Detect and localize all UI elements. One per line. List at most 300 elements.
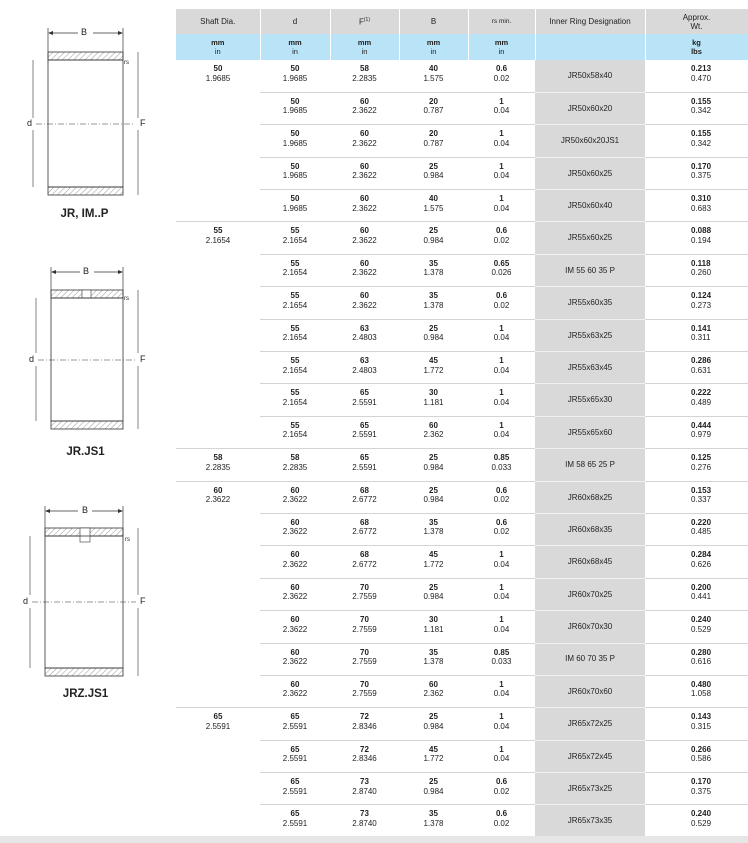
cell-b-imperial: 0.984 bbox=[423, 333, 444, 343]
cell-f bbox=[330, 546, 399, 578]
col-header-weight-line1: Approx. bbox=[682, 12, 711, 22]
cell-weight-imperial: 0.631 bbox=[691, 365, 712, 375]
cell-shaft-dia bbox=[176, 60, 260, 92]
cell-b-imperial: 1.772 bbox=[423, 365, 444, 375]
bearing-ring-drawing-jr-js1 bbox=[0, 262, 175, 442]
cell-weight-metric: 0.124 bbox=[691, 291, 712, 301]
cell-f-imperial: 2.3622 bbox=[352, 268, 377, 278]
cell-rs-metric: 0.6 bbox=[495, 777, 508, 787]
cell-rs-metric: 0.85 bbox=[493, 647, 510, 657]
table-row bbox=[176, 287, 748, 319]
cell-d bbox=[260, 92, 330, 124]
cell-f-metric: 68 bbox=[360, 517, 369, 527]
cell-weight bbox=[645, 578, 748, 610]
cell-designation: JR65x72x45 bbox=[535, 740, 645, 772]
cell-shaft-dia bbox=[176, 190, 260, 222]
cell-d-metric: 60 bbox=[290, 647, 300, 657]
cell-rs-imperial: 0.04 bbox=[493, 689, 510, 699]
unit-mm: mm bbox=[357, 38, 372, 47]
cell-f-metric: 63 bbox=[360, 323, 369, 333]
cell-d bbox=[260, 513, 330, 545]
table-row bbox=[176, 190, 748, 222]
cell-f-imperial: 2.4803 bbox=[352, 365, 377, 375]
f-dim-label: F bbox=[140, 118, 146, 128]
cell-shaft-dia bbox=[176, 254, 260, 286]
cell-b-imperial: 0.984 bbox=[423, 235, 444, 245]
cell-rs bbox=[468, 319, 535, 351]
cell-rs-metric: 1 bbox=[499, 129, 504, 139]
cell-d-imperial: 2.1654 bbox=[282, 300, 308, 310]
cell-shaft-dia bbox=[176, 157, 260, 189]
cell-b-imperial: 1.575 bbox=[423, 73, 444, 83]
cell-designation: JR65x72x25 bbox=[535, 708, 645, 740]
table-row bbox=[176, 773, 748, 805]
cell-b-imperial: 0.984 bbox=[423, 462, 444, 472]
cell-rs-metric: 1 bbox=[499, 388, 504, 398]
cell-weight-metric: 0.310 bbox=[691, 194, 712, 204]
cell-d-imperial: 2.1654 bbox=[282, 235, 308, 245]
cell-d bbox=[260, 643, 330, 675]
cell-weight bbox=[645, 546, 748, 578]
cell-f bbox=[330, 805, 399, 837]
cell-shaft-dia bbox=[176, 92, 260, 124]
cell-b bbox=[399, 449, 468, 481]
cell-weight-metric: 0.200 bbox=[691, 582, 712, 592]
unit-b bbox=[399, 34, 468, 60]
cell-rs-metric: 0.6 bbox=[495, 291, 508, 301]
cell-d-metric: 55 bbox=[290, 356, 300, 366]
cell-b-metric: 25 bbox=[429, 453, 438, 463]
cell-rs bbox=[468, 222, 535, 254]
cell-f-metric: 60 bbox=[360, 258, 369, 268]
cell-b-imperial: 0.984 bbox=[423, 721, 444, 731]
cell-d-metric: 50 bbox=[290, 64, 300, 73]
cell-b-metric: 25 bbox=[429, 161, 438, 171]
cell-f bbox=[330, 92, 399, 124]
table-row bbox=[176, 125, 748, 157]
cell-d-imperial: 2.5591 bbox=[282, 754, 308, 764]
cell-rs-metric: 1 bbox=[499, 679, 504, 689]
cell-b-metric: 35 bbox=[429, 517, 438, 527]
cell-shaft-dia-metric: 50 bbox=[213, 64, 223, 73]
cell-weight bbox=[645, 157, 748, 189]
cell-b-metric: 45 bbox=[429, 356, 438, 366]
b-dim-label: B bbox=[82, 505, 89, 515]
cell-f bbox=[330, 60, 399, 92]
cell-weight bbox=[645, 449, 748, 481]
cell-f-metric: 65 bbox=[360, 453, 369, 463]
cell-rs bbox=[468, 190, 535, 222]
cell-d-metric: 65 bbox=[290, 744, 300, 754]
cell-shaft-dia bbox=[176, 449, 260, 481]
cell-f-imperial: 2.7559 bbox=[352, 657, 377, 667]
cell-b bbox=[399, 254, 468, 286]
cell-weight bbox=[645, 481, 748, 513]
cell-weight-imperial: 0.375 bbox=[691, 786, 712, 796]
cell-weight-imperial: 0.683 bbox=[691, 203, 712, 213]
cell-rs bbox=[468, 708, 535, 740]
table-row bbox=[176, 352, 748, 384]
unit-in: in bbox=[292, 47, 298, 56]
cell-b-imperial: 0.984 bbox=[423, 171, 444, 181]
cell-weight-metric: 0.118 bbox=[691, 258, 711, 268]
cell-f bbox=[330, 611, 399, 643]
bearing-ring-drawing-jrz-js1 bbox=[0, 504, 175, 684]
cell-f-imperial: 2.2835 bbox=[352, 73, 377, 83]
cell-b-metric: 25 bbox=[429, 712, 438, 722]
cell-b-imperial: 1.772 bbox=[423, 559, 444, 569]
cell-b-metric: 45 bbox=[429, 550, 438, 560]
cell-rs bbox=[468, 578, 535, 610]
cell-rs-metric: 0.6 bbox=[495, 485, 508, 495]
col-header-b: B bbox=[399, 9, 468, 34]
cell-weight-metric: 0.480 bbox=[691, 679, 712, 689]
cell-weight-metric: 0.266 bbox=[691, 744, 712, 754]
cell-f bbox=[330, 449, 399, 481]
cell-f-metric: 73 bbox=[360, 809, 369, 819]
cell-rs-imperial: 0.04 bbox=[493, 333, 510, 343]
cell-d bbox=[260, 157, 330, 189]
cell-b-imperial: 1.378 bbox=[423, 657, 444, 667]
cell-f-metric: 60 bbox=[360, 129, 369, 139]
col-header-f bbox=[330, 9, 399, 34]
cell-d bbox=[260, 773, 330, 805]
cell-d-metric: 50 bbox=[290, 161, 300, 171]
cell-rs bbox=[468, 92, 535, 124]
figure-label: JR, IM..P bbox=[60, 208, 109, 220]
cell-weight bbox=[645, 513, 748, 545]
d-dim-label: d bbox=[29, 354, 35, 364]
cell-d-imperial: 1.9685 bbox=[282, 203, 308, 213]
cell-f-metric: 68 bbox=[360, 550, 369, 560]
col-header-rs: rs min. bbox=[468, 9, 535, 34]
table-row bbox=[176, 449, 748, 481]
cell-f-metric: 65 bbox=[360, 388, 369, 398]
cell-b bbox=[399, 157, 468, 189]
cell-weight-imperial: 0.315 bbox=[691, 721, 712, 731]
cell-rs-metric: 1 bbox=[499, 582, 504, 592]
cell-weight bbox=[645, 416, 748, 448]
cell-weight-imperial: 0.979 bbox=[691, 430, 712, 440]
cell-d-imperial: 2.3622 bbox=[282, 559, 308, 569]
cell-weight-imperial: 0.616 bbox=[691, 657, 712, 667]
cell-designation: JR50x60x40 bbox=[535, 190, 645, 222]
cell-f-imperial: 2.3622 bbox=[352, 235, 377, 245]
unit-mm: mm bbox=[211, 38, 225, 47]
cell-rs-metric: 1 bbox=[499, 744, 504, 754]
cell-f bbox=[330, 157, 399, 189]
cell-rs bbox=[468, 805, 535, 837]
cell-rs-imperial: 0.04 bbox=[493, 203, 510, 213]
cell-f bbox=[330, 643, 399, 675]
col-header-f-text: F bbox=[358, 17, 364, 27]
cell-weight-metric: 0.155 bbox=[691, 129, 712, 139]
cell-b bbox=[399, 190, 468, 222]
cell-shaft-dia-imperial: 2.1654 bbox=[205, 235, 231, 245]
cell-rs bbox=[468, 740, 535, 772]
cell-d-metric: 60 bbox=[290, 517, 300, 527]
f-dim-label: F bbox=[140, 596, 146, 606]
cell-b-imperial: 1.772 bbox=[423, 754, 444, 764]
cell-f bbox=[330, 190, 399, 222]
cell-rs bbox=[468, 481, 535, 513]
cell-f-imperial: 2.7559 bbox=[352, 689, 377, 699]
cell-d-metric: 58 bbox=[290, 453, 300, 463]
cell-f-imperial: 2.3622 bbox=[352, 138, 377, 148]
cell-d bbox=[260, 60, 330, 92]
cell-designation: JR60x68x45 bbox=[535, 546, 645, 578]
cell-f bbox=[330, 222, 399, 254]
cell-shaft-dia bbox=[176, 578, 260, 610]
rs-label: rs bbox=[124, 296, 129, 302]
cell-rs-metric: 1 bbox=[499, 323, 504, 333]
cell-d bbox=[260, 708, 330, 740]
table-row bbox=[176, 513, 748, 545]
cell-b bbox=[399, 60, 468, 92]
cell-f-imperial: 2.8346 bbox=[352, 721, 377, 731]
cell-weight bbox=[645, 60, 748, 92]
cell-b-metric: 25 bbox=[429, 485, 438, 495]
table-row bbox=[176, 611, 748, 643]
cell-b bbox=[399, 578, 468, 610]
header-row bbox=[176, 9, 748, 34]
cell-f-metric: 70 bbox=[360, 647, 369, 657]
cell-weight-imperial: 0.586 bbox=[691, 754, 712, 764]
cell-b bbox=[399, 643, 468, 675]
cell-weight-imperial: 0.626 bbox=[691, 559, 712, 569]
cell-f bbox=[330, 675, 399, 707]
cell-shaft-dia bbox=[176, 740, 260, 772]
cell-rs-imperial: 0.033 bbox=[491, 657, 512, 667]
cell-d-metric: 60 bbox=[290, 582, 300, 592]
cell-rs-imperial: 0.02 bbox=[493, 73, 510, 83]
cell-shaft-dia-imperial: 1.9685 bbox=[205, 73, 231, 83]
cell-weight-imperial: 0.342 bbox=[691, 138, 712, 148]
cell-d-imperial: 1.9685 bbox=[282, 138, 308, 148]
cell-shaft-dia bbox=[176, 643, 260, 675]
cell-d bbox=[260, 125, 330, 157]
col-header-designation: Inner Ring Designation bbox=[535, 9, 645, 34]
cell-shaft-dia-imperial: 2.2835 bbox=[205, 462, 231, 472]
cell-b-metric: 25 bbox=[429, 582, 438, 592]
cell-f bbox=[330, 287, 399, 319]
unit-lbs: lbs bbox=[691, 47, 702, 56]
cell-designation: JR50x58x40 bbox=[535, 60, 645, 92]
cell-f-metric: 60 bbox=[360, 226, 369, 236]
cell-f bbox=[330, 578, 399, 610]
cell-d-metric: 60 bbox=[290, 485, 300, 495]
cell-weight bbox=[645, 92, 748, 124]
cell-weight-imperial: 0.194 bbox=[691, 235, 712, 245]
cell-shaft-dia bbox=[176, 805, 260, 837]
cell-designation: JR55x63x45 bbox=[535, 352, 645, 384]
cell-d-imperial: 2.2835 bbox=[282, 462, 308, 472]
cell-b-metric: 60 bbox=[429, 679, 438, 689]
cell-f-metric: 70 bbox=[360, 679, 369, 689]
unit-in: in bbox=[430, 47, 437, 56]
cell-rs-imperial: 0.04 bbox=[493, 365, 510, 375]
cell-f bbox=[330, 416, 399, 448]
unit-rs bbox=[468, 34, 535, 60]
cell-shaft-dia bbox=[176, 513, 260, 545]
cell-rs-imperial: 0.04 bbox=[493, 721, 510, 731]
cell-f-metric: 63 bbox=[360, 356, 369, 366]
cell-b-imperial: 1.575 bbox=[423, 203, 444, 213]
cell-f-metric: 58 bbox=[360, 64, 369, 73]
cell-b-metric: 25 bbox=[429, 323, 438, 333]
unit-d bbox=[260, 34, 330, 60]
cell-f-metric: 73 bbox=[360, 777, 369, 787]
cell-shaft-dia bbox=[176, 546, 260, 578]
unit-in: in bbox=[361, 47, 368, 56]
cell-b-imperial: 2.362 bbox=[423, 689, 444, 699]
units-row bbox=[176, 34, 748, 60]
cell-rs-imperial: 0.04 bbox=[493, 397, 510, 407]
cell-rs bbox=[468, 384, 535, 416]
cell-f-imperial: 2.5591 bbox=[352, 397, 377, 407]
cell-weight bbox=[645, 740, 748, 772]
cell-rs-metric: 1 bbox=[499, 96, 504, 106]
cell-weight bbox=[645, 773, 748, 805]
cell-f-imperial: 2.3622 bbox=[352, 171, 377, 181]
cell-d bbox=[260, 675, 330, 707]
cell-b-imperial: 1.181 bbox=[423, 624, 444, 634]
cell-weight-metric: 0.170 bbox=[691, 161, 712, 171]
cell-d-metric: 60 bbox=[290, 679, 300, 689]
cell-f bbox=[330, 384, 399, 416]
cell-d-imperial: 2.3622 bbox=[282, 495, 308, 505]
cell-rs bbox=[468, 254, 535, 286]
cell-b-imperial: 0.984 bbox=[423, 495, 444, 505]
cell-f bbox=[330, 481, 399, 513]
unit-kg: kg bbox=[692, 38, 701, 47]
cell-shaft-dia bbox=[176, 222, 260, 254]
cell-shaft-dia bbox=[176, 319, 260, 351]
cell-rs-metric: 1 bbox=[499, 356, 504, 366]
cell-b-metric: 35 bbox=[429, 647, 438, 657]
cell-weight bbox=[645, 222, 748, 254]
cell-designation: JR55x65x60 bbox=[535, 416, 645, 448]
cell-rs-imperial: 0.04 bbox=[493, 592, 510, 602]
cell-weight bbox=[645, 643, 748, 675]
cell-d bbox=[260, 481, 330, 513]
cell-d-metric: 60 bbox=[290, 550, 300, 560]
cell-weight-imperial: 0.375 bbox=[691, 171, 712, 181]
cell-b bbox=[399, 773, 468, 805]
cell-rs bbox=[468, 416, 535, 448]
cell-d-imperial: 2.1654 bbox=[282, 430, 308, 440]
table-row bbox=[176, 740, 748, 772]
figure-label: JRZ.JS1 bbox=[62, 688, 109, 700]
cell-b bbox=[399, 92, 468, 124]
cell-d bbox=[260, 805, 330, 837]
cell-d-metric: 65 bbox=[290, 809, 300, 819]
cell-designation: JR60x70x30 bbox=[535, 611, 645, 643]
cell-f-metric: 70 bbox=[360, 582, 369, 592]
unit-in: in bbox=[498, 47, 505, 56]
unit-mm: mm bbox=[494, 38, 509, 47]
cell-weight-metric: 0.088 bbox=[691, 226, 712, 236]
cell-b bbox=[399, 675, 468, 707]
cell-weight bbox=[645, 125, 748, 157]
cell-rs-imperial: 0.04 bbox=[493, 138, 510, 148]
cell-rs-imperial: 0.02 bbox=[493, 235, 510, 245]
cell-weight-imperial: 0.489 bbox=[691, 397, 712, 407]
table-row bbox=[176, 578, 748, 610]
cell-designation: JR65x73x35 bbox=[535, 805, 645, 837]
cell-rs-imperial: 0.02 bbox=[493, 786, 510, 796]
cell-rs-metric: 1 bbox=[499, 550, 504, 560]
figure-jrz-js1 bbox=[0, 504, 175, 704]
cell-weight-imperial: 0.311 bbox=[691, 333, 711, 343]
cell-f-imperial: 2.7559 bbox=[352, 592, 377, 602]
cell-shaft-dia bbox=[176, 125, 260, 157]
cell-d-imperial: 1.9685 bbox=[282, 73, 308, 83]
f-dim-label: F bbox=[140, 354, 146, 364]
col-header-weight bbox=[645, 9, 748, 34]
cell-weight-metric: 0.153 bbox=[691, 485, 712, 495]
cell-rs bbox=[468, 611, 535, 643]
table-row bbox=[176, 708, 748, 740]
cell-f-imperial: 2.3622 bbox=[352, 106, 377, 116]
cell-designation: JR60x68x25 bbox=[535, 481, 645, 513]
cell-d-imperial: 2.5591 bbox=[282, 721, 308, 731]
cell-rs-imperial: 0.04 bbox=[493, 624, 510, 634]
cell-f bbox=[330, 513, 399, 545]
cell-b-metric: 40 bbox=[429, 194, 438, 204]
cell-weight-metric: 0.284 bbox=[691, 550, 712, 560]
cell-f-imperial: 2.4803 bbox=[352, 333, 377, 343]
cell-rs bbox=[468, 125, 535, 157]
cell-f-metric: 68 bbox=[360, 485, 369, 495]
b-dim-label: B bbox=[83, 266, 90, 276]
cell-d bbox=[260, 222, 330, 254]
cell-rs-metric: 0.6 bbox=[495, 226, 508, 236]
rs-label: rs bbox=[125, 537, 130, 543]
d-dim-label: d bbox=[27, 118, 33, 128]
cell-designation: JR55x63x25 bbox=[535, 319, 645, 351]
cell-b-metric: 20 bbox=[429, 129, 438, 139]
cell-rs bbox=[468, 675, 535, 707]
cell-weight-imperial: 0.529 bbox=[691, 818, 712, 828]
cell-rs bbox=[468, 352, 535, 384]
cell-f-imperial: 2.8740 bbox=[352, 786, 377, 796]
cell-rs-imperial: 0.04 bbox=[493, 106, 510, 116]
table-row bbox=[176, 805, 748, 837]
cell-rs-metric: 0.6 bbox=[495, 64, 508, 73]
cell-rs-metric: 1 bbox=[499, 615, 504, 625]
cell-d-imperial: 2.3622 bbox=[282, 657, 308, 667]
cell-f-imperial: 2.8346 bbox=[352, 754, 377, 764]
cell-d-imperial: 1.9685 bbox=[282, 171, 308, 181]
cell-rs bbox=[468, 546, 535, 578]
cell-f bbox=[330, 773, 399, 805]
cell-b bbox=[399, 416, 468, 448]
cell-b-imperial: 2.362 bbox=[423, 430, 444, 440]
unit-mm: mm bbox=[288, 38, 302, 47]
cell-weight-imperial: 0.470 bbox=[691, 73, 712, 83]
cell-f-metric: 60 bbox=[360, 96, 369, 106]
cell-b-imperial: 0.787 bbox=[423, 106, 444, 116]
cell-f bbox=[330, 708, 399, 740]
cell-b-imperial: 0.984 bbox=[423, 786, 444, 796]
cell-rs-imperial: 0.02 bbox=[493, 818, 510, 828]
cell-shaft-dia-metric: 65 bbox=[213, 712, 223, 722]
cell-b bbox=[399, 384, 468, 416]
cell-designation: JR55x60x25 bbox=[535, 222, 645, 254]
cell-rs-imperial: 0.04 bbox=[493, 171, 510, 181]
cell-b-imperial: 1.378 bbox=[423, 300, 444, 310]
